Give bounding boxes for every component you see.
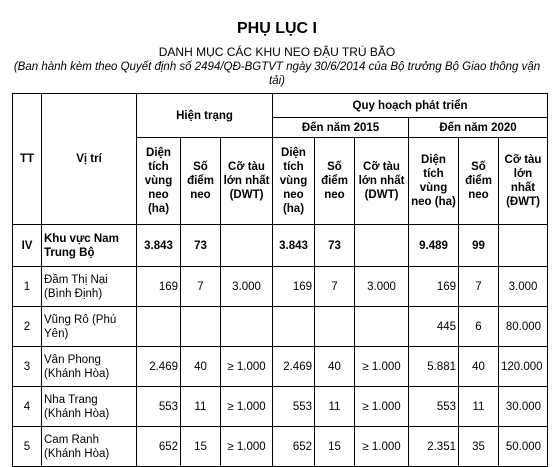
cell-points-current: 40 [181,347,221,387]
cell-area-current [137,307,181,347]
cell-area-2020: 9.489 [409,225,459,267]
cell-area-current: 3.843 [137,225,181,267]
header-position: Vị trí [42,94,137,225]
cell-ship-2020: 3.000 [499,267,548,307]
header-2020: Đến năm 2020 [409,118,548,138]
cell-tt: 5 [13,427,42,467]
cell-area-2015 [273,307,315,347]
cell-area-2015: 169 [273,267,315,307]
document-subtitle: DANH MỤC CÁC KHU NEO ĐẬU TRÚ BÃO [158,45,396,59]
cell-ship-2020: 80.000 [499,307,548,347]
cell-position: Khu vực Nam Trung Bộ [42,225,137,267]
cell-points-2015: 15 [315,427,355,467]
table-row [13,347,548,387]
cell-ship-current: ≥ 1.000 [221,387,273,427]
cell-points-2020: 99 [459,225,499,267]
cell-position: Đầm Thị Nại (Bình Định) [42,267,137,307]
cell-points-2015: 7 [315,267,355,307]
cell-ship-2015: ≥ 1.000 [355,347,409,387]
table-row [13,307,548,347]
cell-tt: 1 [13,267,42,307]
cell-ship-current: ≥ 1.000 [221,347,273,387]
cell-points-current: 15 [181,427,221,467]
cell-ship-current [221,225,273,267]
header-ship-2020: Cỡ tàu lớn nhất (ĐWT) [499,138,548,225]
cell-ship-2020: 120.000 [499,347,548,387]
header-plan: Quy hoạch phát triển [273,94,548,118]
cell-area-2015: 553 [273,387,315,427]
cell-ship-2015: ≥ 1.000 [355,387,409,427]
cell-points-current: 73 [181,225,221,267]
cell-points-2020: 11 [459,387,499,427]
cell-area-2020: 169 [409,267,459,307]
cell-points-2015: 73 [315,225,355,267]
header-ship-current: Cỡ tàu lớn nhất (DWT) [221,138,273,225]
header-points-current: Số điểm neo [181,138,221,225]
document-title: PHỤ LỤC I [237,20,317,37]
cell-area-2015: 3.843 [273,225,315,267]
header-tt: TT [13,94,42,225]
cell-points-2020: 6 [459,307,499,347]
header-area-2015: Diện tích vùng neo (ha) [273,138,315,225]
cell-ship-2015 [355,307,409,347]
cell-tt: 4 [13,387,42,427]
cell-tt: 2 [13,307,42,347]
cell-points-current [181,307,221,347]
cell-area-current: 2.469 [137,347,181,387]
cell-points-current: 7 [181,267,221,307]
cell-area-2015: 652 [273,427,315,467]
cell-area-2020: 445 [409,307,459,347]
header-area-current: Diện tích vùng neo (ha) [137,138,181,225]
cell-area-current: 652 [137,427,181,467]
cell-position: Vân Phong (Khánh Hòa) [42,347,137,387]
cell-ship-2020: 30.000 [499,387,548,427]
cell-ship-2020 [499,225,548,267]
cell-area-2015: 2.469 [273,347,315,387]
cell-ship-2020: 50.000 [499,427,548,467]
header-current: Hiện trạng [137,94,273,138]
cell-tt: 3 [13,347,42,387]
cell-ship-current: ≥ 1.000 [221,427,273,467]
table-row [13,225,548,267]
cell-points-2020: 40 [459,347,499,387]
document-header [0,0,554,88]
cell-points-2020: 7 [459,267,499,307]
cell-area-current: 553 [137,387,181,427]
cell-tt: IV [13,225,42,267]
cell-area-current: 169 [137,267,181,307]
table-row [13,427,548,467]
header-area-2020: Diện tích vùng neo (ha) [409,138,459,225]
cell-ship-current [221,307,273,347]
cell-ship-2015 [355,225,409,267]
cell-position: Cam Ranh (Khánh Hòa) [42,427,137,467]
cell-points-2015 [315,307,355,347]
cell-points-2015: 11 [315,387,355,427]
cell-points-current: 11 [181,387,221,427]
header-points-2020: Số điểm neo [459,138,499,225]
cell-position: Nha Trang (Khánh Hòa) [42,387,137,427]
cell-area-2020: 553 [409,387,459,427]
anchorage-table [12,93,548,467]
header-2015: Đến năm 2015 [273,118,409,138]
cell-ship-2015: ≥ 1.000 [355,427,409,467]
document-note: (Ban hành kèm theo Quyết định số 2494/QĐ-BGTVT ngày 30/6/2014 của Bộ trưởng Bộ Giao thông vận tải) [13,61,541,87]
cell-ship-2015: 3.000 [355,267,409,307]
cell-points-2020: 35 [459,427,499,467]
header-row-1 [13,94,548,118]
table-row [13,387,548,427]
cell-position: Vũng Rô (Phú Yên) [42,307,137,347]
header-ship-2015: Cỡ tàu lớn nhất (DWT) [355,138,409,225]
cell-area-2020: 5.881 [409,347,459,387]
table-row [13,267,548,307]
cell-ship-current: 3.000 [221,267,273,307]
cell-area-2020: 2.351 [409,427,459,467]
header-points-2015: Số điểm neo [315,138,355,225]
cell-points-2015: 40 [315,347,355,387]
